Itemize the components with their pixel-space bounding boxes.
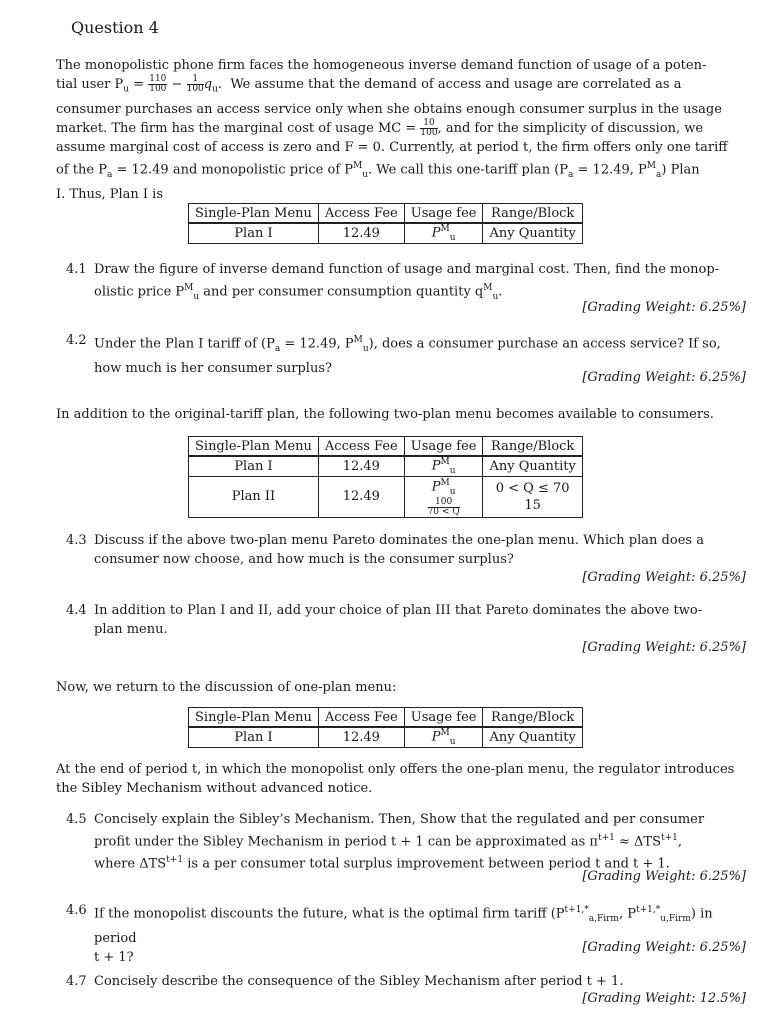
table-header: Range/Block <box>483 204 582 224</box>
table-cell: Plan I <box>189 727 319 747</box>
table-header-row <box>189 437 583 457</box>
table-cell: 12.49 <box>318 456 404 476</box>
end-period-paragraph: At the end of period t, in which the monopolist only offers the one-plan menu, the regulator introduces the Sibley Mechanism without advanced notice. <box>56 762 735 796</box>
table-cell: $P^M_u$ <box>404 456 483 476</box>
table-cell: Plan II <box>189 476 319 517</box>
grading-weight: [Grading Weight: 6.25%] <box>582 570 746 585</box>
intro-line: consumer purchases an access service only when she obtains enough consumer surplus in the usage <box>56 101 722 117</box>
fraction: $\frac{10}{100}$ <box>420 117 438 138</box>
question-4-4: 4.4 In addition to Plan I and II, add your choice of plan III that Pareto dominates the above two- plan menu. <box>66 603 703 637</box>
question-4-1: 4.1 Draw the figure of inverse demand function of usage and marginal cost. Then, find the monop- olistic price $P^M_u$ and per consumer consumption quantity $q^M_u$. <box>66 262 720 302</box>
addition-paragraph: In addition to the original-tariff plan, the following two-plan menu becomes available to consumers. <box>56 407 714 422</box>
plan-table-1 <box>188 203 583 244</box>
fraction: $\frac{1}{100}$ <box>186 74 204 94</box>
table-cell: Any Quantity <box>483 456 582 476</box>
table-header: Range/Block <box>483 437 582 457</box>
table-cell: $P^M_u$ <box>404 223 483 243</box>
table-header: Access Fee <box>318 708 404 728</box>
table-row <box>189 456 583 476</box>
table-cell: 12.49 <box>318 223 404 243</box>
intro-line: of the $P_a = 12.49$ and monopolistic price of $P^M_u$. We call this one-tariff plan ($P_a = 12.49$, $P^M_a$) Plan <box>56 160 700 180</box>
intro-line: market. The firm has the marginal cost of usage MC = $\frac{10}{100}$ , and for the simplicity of discussion, we <box>56 117 704 138</box>
plan-table-2 <box>188 436 583 518</box>
table-cell: 12.49 <box>318 476 404 517</box>
table-cell: 12.49 <box>318 727 404 747</box>
table-cell: $P^M_u$ $\frac{100}{70 < Q}$ <box>404 476 483 517</box>
table-header: Access Fee <box>318 204 404 224</box>
table-header: Single-Plan Menu <box>189 437 319 457</box>
table-header: Single-Plan Menu <box>189 204 319 224</box>
intro-line: I. Thus, Plan I is <box>56 186 164 202</box>
grading-weight: [Grading Weight: 6.25%] <box>582 640 746 655</box>
table-cell: Plan I <box>189 456 319 476</box>
grading-weight: [Grading Weight: 6.25%] <box>582 300 746 315</box>
table-cell: Plan I <box>189 223 319 243</box>
table-cell: 0 < Q ≤ 70 15 <box>483 476 582 517</box>
return-paragraph: Now, we return to the discussion of one-plan menu: <box>56 680 397 695</box>
plan-table-3 <box>188 707 583 748</box>
grading-weight: [Grading Weight: 6.25%] <box>582 869 746 884</box>
question-title: Question 4 <box>71 18 159 37</box>
table-header: Usage fee <box>404 708 483 728</box>
table-header: Usage fee <box>404 204 483 224</box>
table-row <box>189 476 583 517</box>
table-header-row <box>189 708 583 728</box>
intro-line: assume marginal cost of access is zero and F = 0. Currently, at period t, the firm offers only one tariff <box>56 139 728 155</box>
table-header: Range/Block <box>483 708 582 728</box>
intro-line: tial user $P_u$ = $\frac{110}{100}$ − $\frac{1}{100}$ $q_u$. We assume that the demand of access and usage are correlated as a <box>56 74 682 95</box>
question-4-7: 4.7 Concisely describe the consequence of the Sibley Mechanism after period t + 1. <box>66 974 624 989</box>
question-4-6: 4.6 If the monopolist discounts the future, what is the optimal firm tariff ($P^{t+1,*}_{a,Firm}$, $P^{t+1,*}_{u,Firm}$) in period t + 1? <box>66 903 713 965</box>
grading-weight: [Grading Weight: 12.5%] <box>582 991 746 1006</box>
table-header: Single-Plan Menu <box>189 708 319 728</box>
table-row <box>189 223 583 243</box>
question-4-2: 4.2 Under the Plan I tariff of ($P_a = 12.49$, $P^M_u$), does a consumer purchase an access service? If so, how much is her consumer surplus? <box>66 333 721 376</box>
grading-weight: [Grading Weight: 6.25%] <box>582 370 746 385</box>
table-cell: Any Quantity <box>483 727 582 747</box>
fraction: $\frac{110}{100}$ <box>149 74 167 94</box>
intro-line: The monopolistic phone firm faces the homogeneous inverse demand function of usage of a poten- <box>56 58 707 73</box>
table-header: Access Fee <box>318 437 404 457</box>
table-header-row <box>189 204 583 224</box>
table-header: Usage fee <box>404 437 483 457</box>
grading-weight: [Grading Weight: 6.25%] <box>582 940 746 955</box>
fraction: $\frac{100}{70 < Q}$ <box>427 496 460 517</box>
table-cell: $P^M_u$ <box>404 727 483 747</box>
intro-paragraph <box>56 56 746 204</box>
table-row <box>189 727 583 747</box>
question-4-5: 4.5 Concisely explain the Sibley’s Mechanism. Then, Show that the regulated and per consumer profit under the Sibley Mechanism in period t + 1 can be approximated as $\pi^{t+1} \approx \Delta TS^{t+1}$, where $\Delta TS^{t+1}$ is a per consumer total surplus improvement between period t and t + 1. <box>66 812 705 872</box>
question-4-3: 4.3 Discuss if the above two-plan menu Pareto dominates the one-plan menu. Which plan does a consumer now choose, and how much is the consumer surplus? <box>66 533 704 567</box>
table-cell: Any Quantity <box>483 223 582 243</box>
